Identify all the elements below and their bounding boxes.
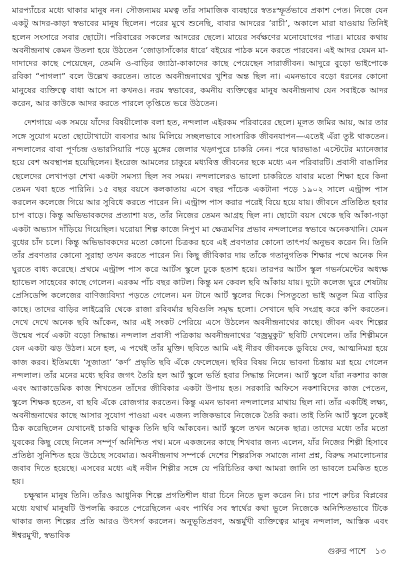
paragraph-2: দেশগায়ে এক সময়ে যাঁদের বিষয়ীলোক বলা হত, নন্দলাল এইরকম পরিবারের ছেলে। মূলত জমির আয়, আর তার সঙ্গে সুযোগ মতো ছোটোখাটো ব্যবসার আয় মিলিয়ে সচ্ছলভাবে সাংসারিক জীবনযাপন—এতেই এঁরা তুষ্ট থাকতেন। নন্দলালের বাবা পূর্ণচন্দ্র ওভারসিয়ারি পড়ে মুঙ্গের জেলার খড়্গপুরে চাকরি নেন। পরে দ্বারভাঙা এস্টেটের ম্যানেজার হয়ে বেশ অবস্থাপন্ন হয়েছিলেন। ইংরেজ আমলের চাকুরে মধ্যবিত্ত জীবনের ছকে মধ্যে এন পরিবারটি। প্রবাসী বাঙালির ছেলেদের লেখাপড়া শেখা একটা সমস্যা ছিল সব সময়। নন্দলালেরও ভালো চাকরিতে যাবার মতো শিক্ষা হবে কিনা তেমন খবা হতে পারিনি। ১৫ বছর বয়সে কলকাতায় এসে বছর পাঁচেক একটানা পড়ে ১৯০২ সালে এন্ট্রান্স পাস করলেন কলেজে গিয়ে আর সুবিধে করতে পারেন নি। এন্ট্রান্স পাস করার পরেই বিয়ে হয়ে যায়। জীবনে প্রতিষ্ঠিত হবার চাপ বাড়ে। কিন্তু অভিভাবকদের প্রত্যাশা যত, তাঁর নিজের তেমন আগ্রহ ছিল না। ছোটো বয়স থেকে ছবি আঁকা-গড়া একটা অভ্যাস দাঁড়িয়ে গিয়েছিল। ঘরোয়া শিল্প কাজে নিপুণ মা ক্ষেত্রমণির প্রভাব নন্দলালের স্বভাবে অনেকখানি। যেমন বুধের চাঁদ চলে। কিন্তু অভিভাবকদের মতো কোনো চিত্রকর হবে এই প্রবণতার কোনো তাৎপর্য অনুভব করেন নি। তিনি তাঁর প্রবণতার কোনো সুরাহা তখন করতে পারেন নি। কিছু জীবিকার দায় তাঁকে গতানুগতিক শিক্ষার পথে অনেক দিন ঘুরতে বাধ্য করেছে। প্রথমে এন্ট্রান্স পাস করে আর্টস স্কুলে ঢুকে হতাশ হয়ে। তারপর আর্টস স্কুল গভর্নমেন্টের অধ্যক্ষ হ্যাভেল সাহেবের কাছে গেলেন। এরকম পাঁচ বছর কাটল। কিন্তু মন কেবল ছবি আঁকায় যায়। দুটো কলেজ ঘুরে শেষটায় প্রেসিডেন্সি কলেজের বাণিজ্যবিদ্যা পড়তে গেলেন। মন টানে আর্ট স্কুলের দিকে। পিসতুতো ভাই অতুল মিত্র বাড়ির কাছে। তাদের বাড়ির লাইব্রেরি থেকে রাজা রবিবর্মার ছবিগুলি সমৃদ্ধ হলো। সেখানে ছবি সংগ্রহ করে কপি করতেন। দেখে দেখে অনেক ছবি আঁকেন, আর এই সংকট পেরিয়ে এসে উঠলেন অবনীন্দ্রনাথের কাছে। জীবন এবং শিল্পের উন্মেষ পর্বে একটা বড়ো সিদ্ধান্ত। নন্দলাল প্রবাসী পত্রিকায় অবনীন্দ্রনাথের ‘বজ্রমুকুট’ ছবিটি দেখলেন। তাঁর শিল্পীমনে যেন একটা ঝড় উঠল। মনে হল, এ পথেই তাঁর মুক্তি। ছবিতে আমি এই নীরব জীবনকে ডুবিয়ে দেব, আত্মনিমগ্ন হয়ে কাজ করব। ইতিমধ্যে ‘সুজাতা’ ‘কর্ণ’ প্রভৃতি ছবি এঁকে ফেলেছেন। ছবির বিষয় নিয়ে ভাবনা চিন্তায় মগ্ন হয়ে গেলেন নন্দলাল। তাঁর মনের মধ্যে ছবির জগৎ তৈরি হল আর্ট স্কুলে ভর্তি হবার সিদ্ধান্ত নিলেন। আর্ট স্কুলে যাঁরা নকশার কাজ এবং অ্যাকাডেমিক কাজ শিখতেন তাঁদের জীবিকার একটা উপায় হত। সরকারি অফিসে নকশাবিদের কাজ পেতেন, স্কুলে শিক্ষক হতেন, বা ছবি এঁকে রোজগার করতেন। কিন্তু এমন ভাবনা নন্দলালের মাথায় ছিল না। তাঁর একটিই লক্ষ্য, অবনীন্দ্রনাথের কাছে আসার সুযোগ পাওয়া এবং এজন্য লজিকভাবে নিজেকে তৈরি করা। তাই তিনি আর্ট স্কুলে ঢুকেই ঠিক করেছিলেন যেখানেই চাকরি থাকুক তিনি ছবি আঁকবেন। আর্ট স্কুলে তখন অনেক ছাত্র। তাদের মধ্যে তাঁর মতো যুবকের কিছু বেছে নিলেন সম্পূর্ণ অনিশ্চিত পথ। মনে একজনের কাছে শিখবার জন্য এলেন, যাঁর নিজের শিল্পী হিসাবে প্রতিষ্ঠা সুনিশ্চিত হয়ে উঠেছে সবেমাত্র। অবনীন্দ্রনাথ সম্পর্কে দেশের শিল্পরসিক সমাজে নানা প্রশ্ন, বিরুদ্ধ সমালোচনার জবাব দিতে হয়েছে। এসবের মধ্যে এই নবীন শিল্পীর সঙ্গে যে পরিচিতির কথা আমরা জানি তা ভাবলে চমকিত হতে হয়। [12, 117, 388, 487]
page-footer [328, 546, 386, 559]
page-number: ১৩ [374, 546, 386, 557]
paragraph-3: চক্ষুষ্মান মানুষ তিনি। তাঁরও আধুনিক শিল্পে প্রগতিশীল ধারা চিনে নিতে ভুল করেন নি। চার পাশে রুচির বিপ্লবের মধ্যে যথার্থ মানুষটি উপলব্ধি করতে পেরেছিলেন এবং পার্থিব সব স্বার্থের কথা ভুলে নিজেকে অনিশ্চিতভাবে টিকে থাকার জন্য শিল্পের প্রতি আরও উৎসর্গ করলেন। অনুভূতিপ্রবণ, অন্তর্মুখী ব্যক্তিত্বের মানুষ নন্দলাল, আস্তিক এবং ঈশ্বরমুখী, স্বভাবিক [12, 489, 388, 540]
running-footer-title: গুরুর পাশে [327, 546, 367, 557]
paragraph-1: মারপ্যাঁচের মধ্যে থাকার মানুষ নন। সৌজন্যময় মমত্ব তাঁর সামাজিক ব্যবহারে স্বতঃস্ফূর্তভাবে প্রকাশ পেত। নিজে যেন একটু আদর-কাড়া স্বভাবের মানুষ ছিলেন। পরের মুখে শুনেছি, বাবার আদরের ‘রাচী’, অকালে মারা যাওয়ায় তিনিই হলেন সংসারে সবার ছোটো। পরিবারের সকলের আদরের ছেলে। মায়ের সর্বক্ষণের মনোযোগের পাত্র। মায়ের কথায় অবনীন্দ্রনাথ কেমন উতলা হয়ে উঠতেন ‘জোড়াসাঁকোর ধারে’ বইয়ের পাঠক মনে করতে পারবেন। এই আদর যেমন মা-দাদাদের কাছে পেয়েছেন, তেমনি ও-বাড়ির জ্যাঠা-কাকাদের কাছে পেয়েছেন সারাজীবন। আদুরে বুড়ো ভাইপোকে রবিকা “পাগলা” বলে উল্লেখ করতেন। তাতে অবনীন্দ্রনাথের খুশির অন্ত ছিল না। এমনভাবে বড়ো ধরনের কোনো মানুষের ব্যক্তিত্বে বাধা আসে না কখনও। নরম স্বভাবের, কমনীয় ব্যক্তিত্বের মানুষ অবনীন্দ্রনাথ যেন সবাইকে আদর করেন, আর কাউকে আদর করতে পারলে তৃপ্তিতে ভরে উঠতেন। [12, 5, 388, 109]
